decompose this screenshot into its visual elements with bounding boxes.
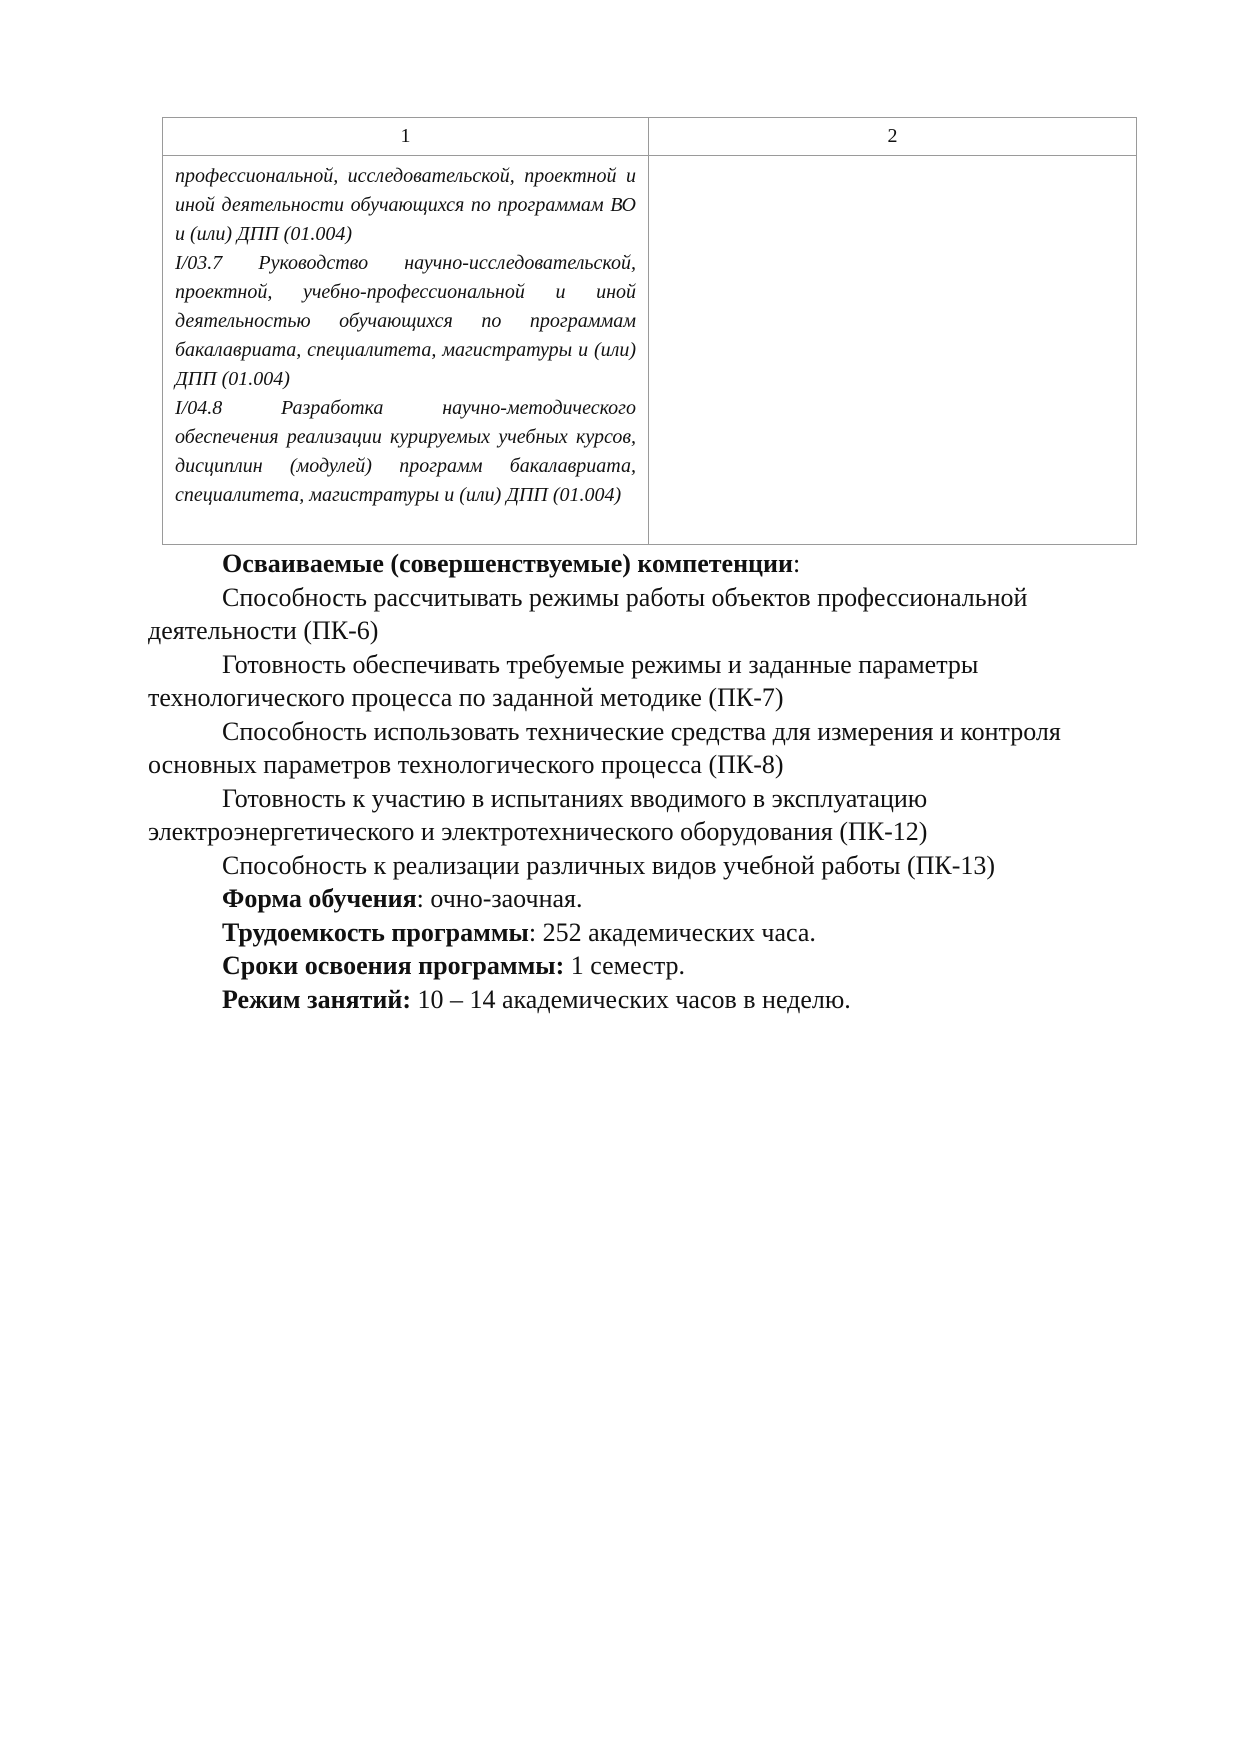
class-mode-line (148, 983, 1098, 1017)
table-header-col1: 1 (163, 118, 649, 156)
form-of-study-value: : очно-заочная. (416, 884, 583, 913)
table-row (163, 156, 1137, 545)
terms-value: 1 семестр. (564, 951, 686, 980)
table-cell-paragraph: I/04.8 Разработка научно-методического обеспечения реализации курируемых учебных курсов, дисциплин (модулей) программ бакалавриата, специалитета, магистратуры и (или) ДПП (01.004) (175, 397, 636, 506)
terms-label: Сроки освоения программы: (222, 951, 565, 980)
table-cell-paragraph: I/03.7 Руководство научно-исследовательской, проектной, учебно-профессиональной и иной деятельностью обучающихся по программам бакалавриата, специалитета, магистратуры и (или) ДПП (01.004) (175, 252, 636, 390)
competency-item: Готовность к участию в испытаниях вводимого в эксплуатацию электроэнергетического и электротехнического оборудования (ПК-12) (148, 783, 928, 846)
table-header-row (163, 118, 1137, 156)
table-cell-empty (649, 156, 1137, 545)
labor-intensity-line (148, 916, 1098, 950)
class-mode-label: Режим занятий: (222, 984, 412, 1014)
competency-item: Способность использовать технические средства для измерения и контроля основных параметров технологического процесса (ПК-8) (148, 716, 1061, 779)
class-mode-value: 10 – 14 академических часов в неделю. (411, 984, 851, 1014)
table-cell-functions (163, 156, 649, 545)
competencies-heading: Осваиваемые (совершенствуемые) компетенции (222, 549, 793, 578)
competency-item: Способность к реализации различных видов учебной работы (ПК-13) (222, 850, 996, 880)
table-cell-paragraph: профессиональной, исследовательской, проектной и иной деятельности обучающихся по программам ВО и (или) ДПП (01.004) (175, 165, 636, 245)
table-header-col2: 2 (649, 118, 1137, 156)
functions-table (162, 117, 1137, 545)
labor-intensity-label: Трудоемкость программы (222, 917, 529, 947)
competencies-heading-colon: : (793, 549, 801, 578)
form-of-study-label: Форма обучения (222, 884, 417, 913)
competencies-heading-line (148, 547, 1098, 581)
labor-intensity-value: : 252 академических часа. (528, 917, 816, 947)
competencies-section (148, 547, 1098, 1016)
competency-item: Способность рассчитывать режимы работы объектов профессиональной деятельности (ПК-6) (148, 582, 1028, 645)
competency-item: Готовность обеспечивать требуемые режимы и заданные параметры технологического процесса по заданной методике (ПК-7) (148, 649, 979, 712)
form-of-study-line (148, 882, 1098, 916)
terms-line (148, 949, 1098, 983)
